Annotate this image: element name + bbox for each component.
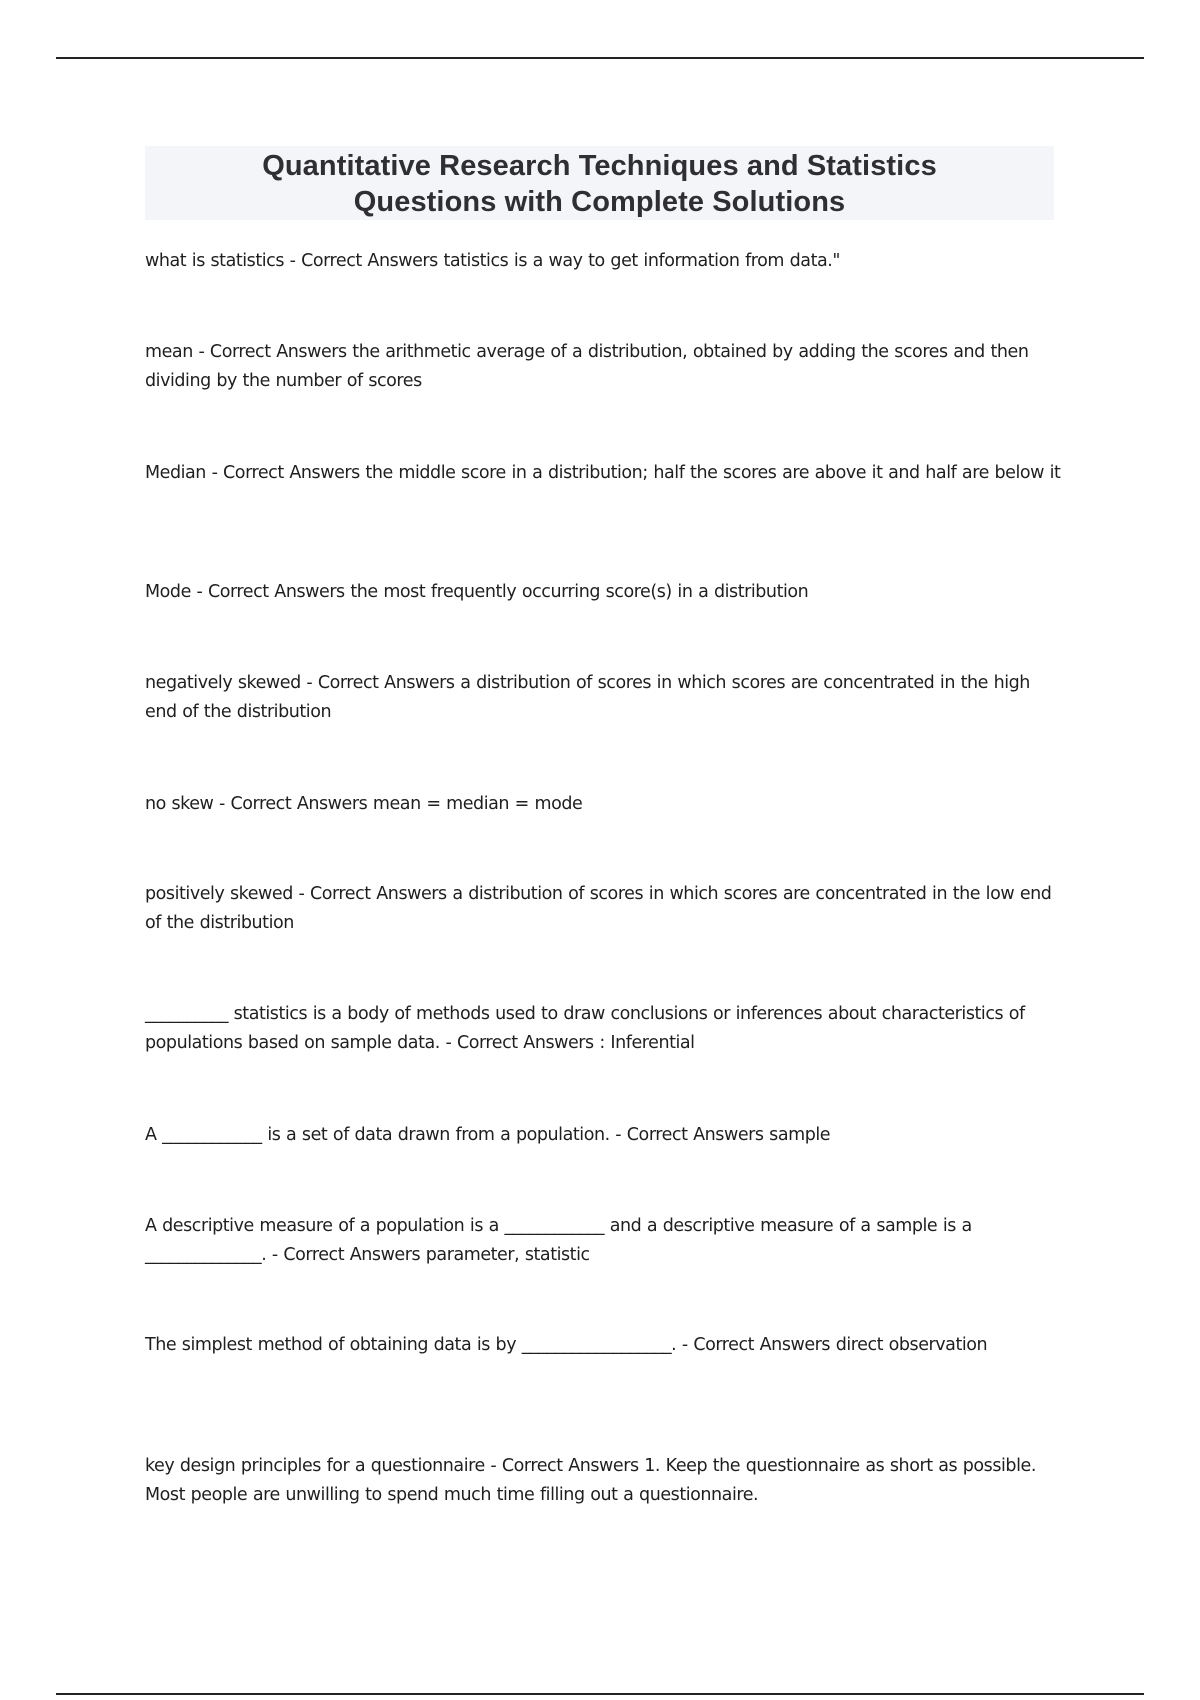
qa-item-questionnaire-principles: key design principles for a questionnaire - Correct Answers 1. Keep the questionnaire as short as possible. Most people are unwilling to spend much time filling out a questionnaire. <box>145 1456 1036 1505</box>
title-line-1: Quantitative Research Techniques and Statistics <box>262 150 937 182</box>
document-title <box>145 148 1054 220</box>
qa-item-positively-skewed: positively skewed - Correct Answers a distribution of scores in which scores are concentrated in the low end of the distribution <box>145 884 1052 933</box>
bottom-rule <box>56 1693 1144 1695</box>
title-line-2: Questions with Complete Solutions <box>353 186 846 218</box>
qa-item-mode: Mode - Correct Answers the most frequently occurring score(s) in a distribution <box>145 582 809 602</box>
title-banner <box>145 146 1054 220</box>
qa-item-negatively-skewed: negatively skewed - Correct Answers a distribution of scores in which scores are concentrated in the high end of the distribution <box>145 673 1030 722</box>
qa-item-statistics: what is statistics - Correct Answers tatistics is a way to get information from data." <box>145 251 840 271</box>
top-rule <box>56 57 1144 59</box>
qa-item-parameter-statistic: A descriptive measure of a population is a ____________ and a descriptive measure of a sample is a ______________. - Correct Answers parameter, statistic <box>145 1216 972 1265</box>
qa-item-mean: mean - Correct Answers the arithmetic average of a distribution, obtained by adding the scores and then dividing by the number of scores <box>145 342 1029 391</box>
qa-item-inferential: __________ statistics is a body of methods used to draw conclusions or inferences about characteristics of populations based on sample data. - Correct Answers : Inferential <box>145 1004 1025 1053</box>
qa-item-sample: A ____________ is a set of data drawn from a population. - Correct Answers sample <box>145 1125 831 1145</box>
qa-item-no-skew: no skew - Correct Answers mean = median = mode <box>145 794 583 814</box>
qa-item-direct-observation: The simplest method of obtaining data is by __________________. - Correct Answers direct observation <box>145 1335 988 1355</box>
qa-item-median: Median - Correct Answers the middle score in a distribution; half the scores are above it and half are below it <box>145 463 1061 483</box>
